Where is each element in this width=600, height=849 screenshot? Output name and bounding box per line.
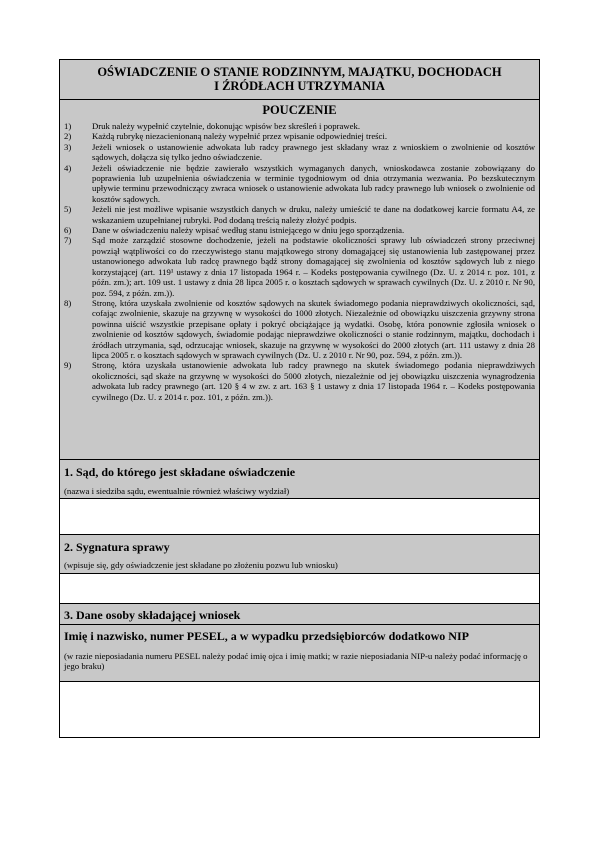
instruction-number: 5) [64,204,72,215]
instruction-number: 3) [64,141,72,152]
instruction-item [64,131,535,141]
court-name-field[interactable] [60,499,539,535]
section-case-number-hint: (wpisuje się, gdy oświadczenie jest składane po złożeniu pozwu lub wniosku) [64,560,338,570]
instruction-number: 7) [64,235,72,246]
instruction-item [64,360,535,402]
section-applicant-title: 3. Dane osoby składającej wniosek [64,608,241,622]
form-title-line2: I ŹRÓDŁACH UTRZYMANIA [214,79,385,93]
section-court-hint: (nazwa i siedziba sądu, ewentualnie również właściwy wydział) [64,486,290,496]
instruction-item [64,121,535,131]
form-title-line1: OŚWIADCZENIE O STANIE RODZINNYM, MAJĄTKU, DOCHODACH [97,65,502,79]
section-court-header [60,460,539,499]
case-number-field[interactable] [60,574,539,604]
instruction-item [64,204,535,225]
instruction-text: Każdą rubrykę niezacienionaną należy wypełnić przez wpisanie odpowiedniej treści. [92,131,388,142]
instruction-item [64,235,535,297]
instruction-number: 9) [64,360,72,371]
instruction-text: Stronę, która uzyskała ustanowienie adwokata lub radcy prawnego na skutek świadomego podania nieprawdziwych okoliczności, sąd skaże na grzywnę w wysokości do 5000 złotych, niezależnie od jej obowiązku uiszczenia wynagrodzenia adwokata lub radcy prawnego (art. 120 § 4 w zw. z art. 163 § 1 ustawy z dnia 17 listopada 1964 r. – Kodeks postępowania cywilnego (Dz. U. z 2014 r. poz. 101, z późn. zm.)). [92,360,535,402]
section-applicant-subheader [60,625,539,682]
applicant-data-field[interactable] [60,682,539,737]
instruction-text: Sąd może zarządzić stosowne dochodzenie, jeżeli na podstawie okoliczności sprawy lub oświadczeń strony przeciwnej powziął wątpliwości co do rzeczywistego stanu majątkowego strony domagającej się ustanowienia lub zastępowanej przez ustanowionego adwokata lub radcę prawnego bądź strony domagającej się zwolnienia od kosztów sądowych lub z niego korzystającej (art. 119¹ ustawy z dnia 17 listopada 1964 r. – Kodeks postępowania cywilnego (Dz. U. z 2014 r. poz. 101, z późn. zm.); art. 109 ust. 1 ustawy z dnia 28 lipca 2005 r. o kosztach sądowych w sprawach cywilnych (Dz. U. z 2010 r. Nr 90, poz. 594, z późn. zm.)). [92,235,535,298]
instruction-item [64,298,535,360]
instruction-number: 6) [64,225,72,236]
instruction-number: 4) [64,162,72,173]
instruction-text: Jeżeli nie jest możliwe wpisanie wszystkich danych w druku, należy umieścić te dane na dodatkowej karcie formatu A4, ze wskazaniem uzupełnianej rubryki. Pod dodaną treścią należy złożyć podpis. [92,204,535,225]
instructions-section [60,100,539,460]
instruction-text: Jeżeli wniosek o ustanowienie adwokata lub radcy prawnego jest składany wraz z wnioskiem o zwolnienie od kosztów sądowych, dołącza się tylko jedno oświadczenie. [92,141,535,163]
instruction-item [64,163,535,205]
section-case-number-header [60,535,539,574]
section-applicant-subtitle: Imię i nazwisko, numer PESEL, a w wypadku przedsiębiorców dodatkowo NIP [64,629,469,643]
instruction-text: Dane w oświadczeniu należy wpisać według stanu istniejącego w dniu jego sporządzenia. [92,225,405,236]
section-applicant-header [60,604,539,625]
instruction-item [64,225,535,235]
instruction-number: 2) [64,131,72,142]
instruction-number: 8) [64,297,72,308]
instruction-text: Jeżeli oświadczenie nie będzie zawierało wszystkich wymaganych danych, wnioskodawca zostanie zobowiązany do poprawienia lub uzupełnienia oświadczenia w terminie tygodniowym od dnia otrzymania wezwania. Po bezskutecznym upływie terminu przewodniczący zwraca wniosek o ustanowienie adwokata lub radcy prawnego lub wniosek o zwolnienie od kosztów sądowych. [92,162,535,204]
instruction-text: Druk należy wypełnić czytelnie, dokonując wpisów bez skreśleń i poprawek. [92,121,361,131]
instruction-number: 1) [64,121,72,131]
instructions-heading: POUCZENIE [262,103,337,117]
declaration-form [59,59,540,738]
section-applicant-hint: (w razie nieposiadania numeru PESEL należy podać imię ojca i imię matki; w razie nieposiadania NIP-u należy podać informację o jego braku) [64,651,528,672]
form-title [60,60,539,100]
section-case-number-title: 2. Sygnatura sprawy [64,540,170,554]
section-court-title: 1. Sąd, do którego jest składane oświadczenie [64,465,296,479]
instruction-text: Stronę, która uzyskała zwolnienie od kosztów sądowych na skutek świadomego podania nieprawdziwych okoliczności, sąd, cofając zwolnienie, skazuje na grzywnę w wysokości do 1000 złotych. Niezależnie od obowiązku uiszczenia grzywny strona powinna uiścić wszystkie przepisane opłaty i pokryć obciążające ją wydatki. Osobę, która ponownie zgłosiła wniosek o zwolnienie od kosztów sądowych, świadomie podając nieprawdziwe okoliczności o stanie rodzinnym, majątku, dochodach i źródłach utrzymania, sąd, odrzucając wniosek, skazuje na grzywnę w wysokości do 2000 złotych (art. 111 ustawy z dnia 28 lipca 2005 r. o kosztach sądowych w sprawach cywilnych (Dz. U. z 2010 r. Nr 90, poz. 594, z późn. zm.)). [92,297,535,360]
instruction-item [64,142,535,163]
instructions-list [64,121,535,402]
